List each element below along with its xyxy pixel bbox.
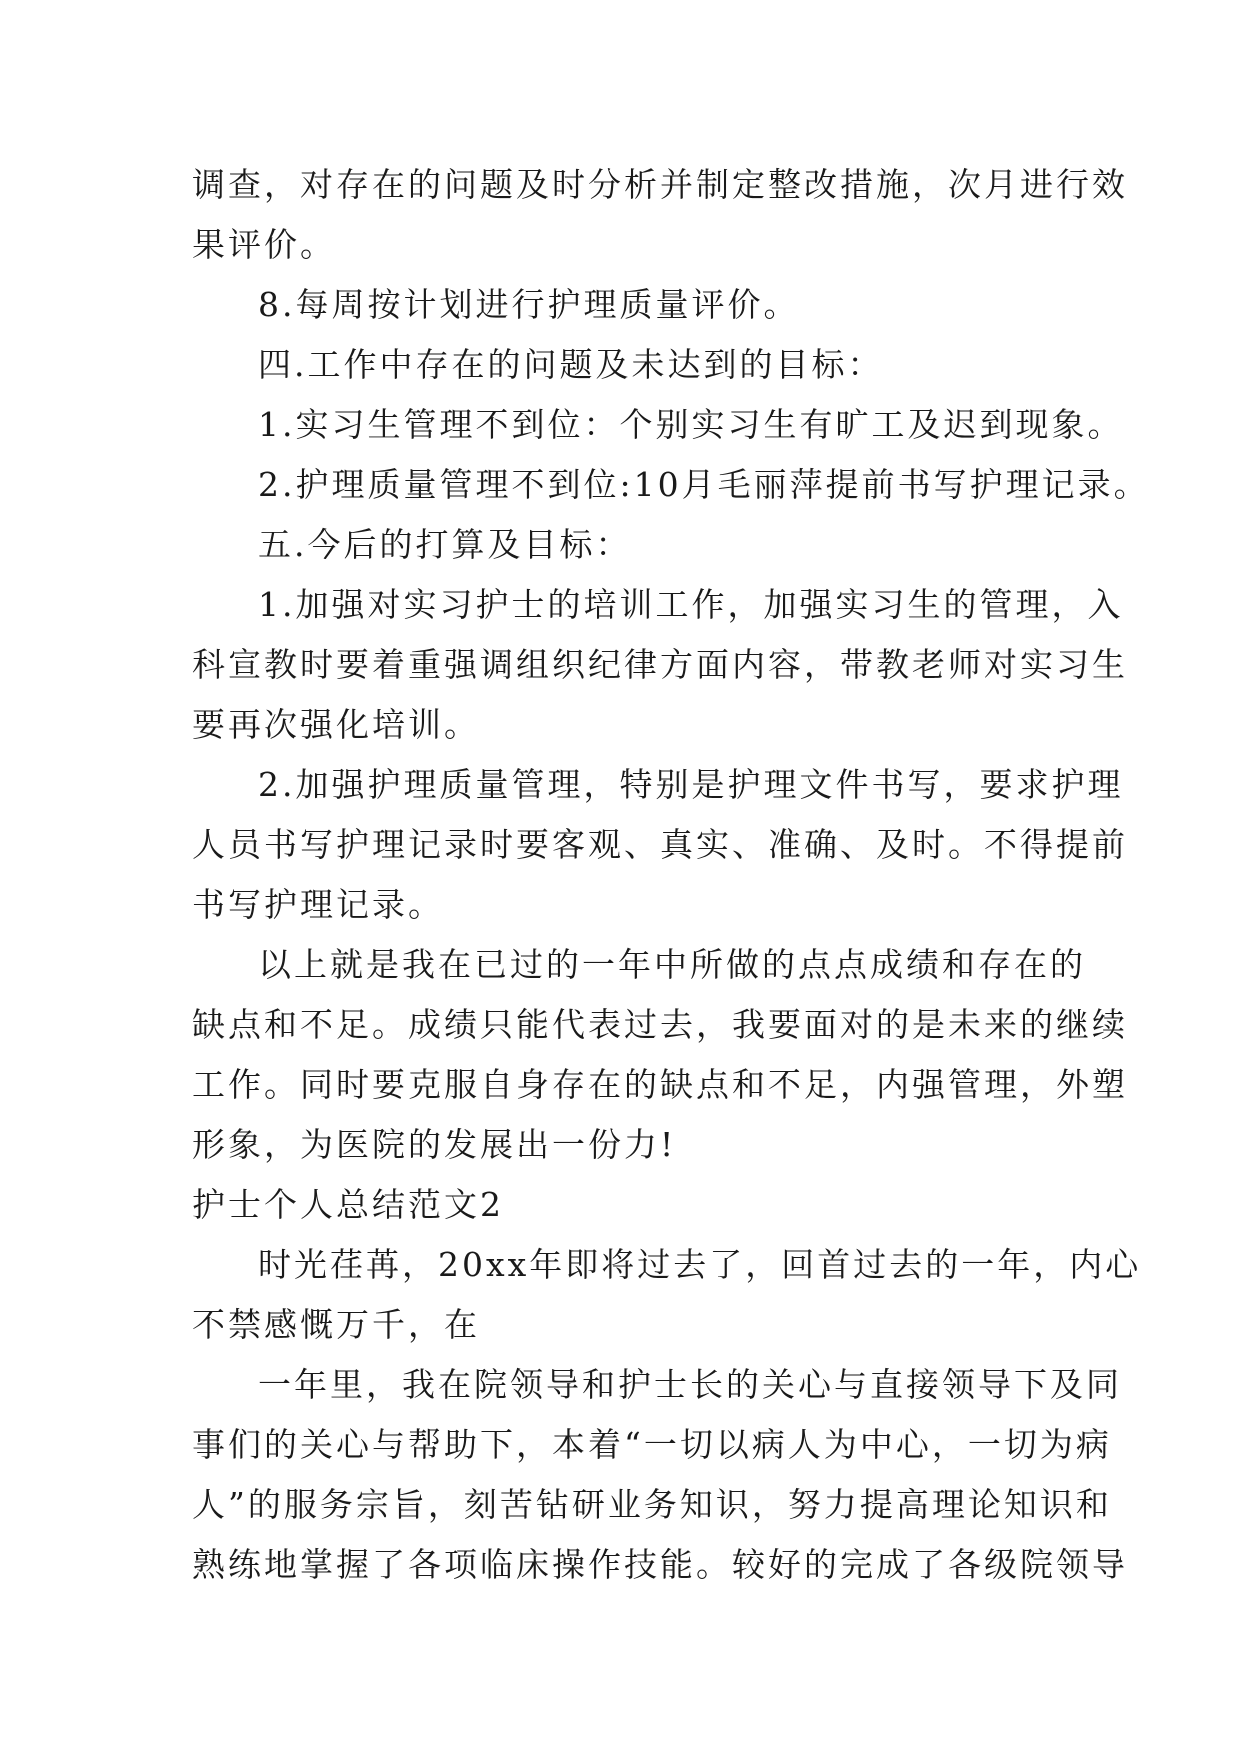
document-title: 护士个人总结范文2 xyxy=(192,1185,504,1224)
paragraph-line: 时光荏苒，20xx年即将过去了，回首过去的一年，内心 xyxy=(258,1245,1142,1284)
paragraph-line: 事们的关心与帮助下，本着“一切以病人为中心，一切为病 xyxy=(192,1425,1112,1464)
paragraph-line: 工作。同时要克服自身存在的缺点和不足，内强管理，外塑 xyxy=(192,1065,1128,1104)
paragraph-line: 人”的服务宗旨，刻苦钻研业务知识，努力提高理论知识和 xyxy=(192,1485,1112,1524)
section-heading-5: 五.今后的打算及目标： xyxy=(258,525,632,564)
list-item-2: 2.护理质量管理不到位:10月毛丽萍提前书写护理记录。 xyxy=(258,465,1150,504)
paragraph-line: 缺点和不足。成绩只能代表过去，我要面对的是未来的继续 xyxy=(192,1005,1128,1044)
paragraph-line: 要再次强化培训。 xyxy=(192,705,480,744)
paragraph-line: 书写护理记录。 xyxy=(192,885,444,924)
list-item-8: 8.每周按计划进行护理质量评价。 xyxy=(258,285,800,324)
section-heading-4: 四.工作中存在的问题及未达到的目标： xyxy=(258,345,884,384)
paragraph-line: 1.加强对实习护士的培训工作，加强实习生的管理，入 xyxy=(258,585,1124,624)
paragraph-line: 科宣教时要着重强调组织纪律方面内容，带教老师对实习生 xyxy=(192,645,1128,684)
text-line: 调查，对存在的问题及时分析并制定整改措施，次月进行效 xyxy=(192,165,1128,204)
paragraph-line: 熟练地掌握了各项临床操作技能。较好的完成了各级院领导 xyxy=(192,1545,1128,1584)
paragraph-line: 以上就是我在已过的一年中所做的点点成绩和存在的 xyxy=(258,945,1086,984)
paragraph-line: 一年里，我在院领导和护士长的关心与直接领导下及同 xyxy=(258,1365,1122,1404)
paragraph-line: 不禁感慨万千，在 xyxy=(192,1305,480,1344)
document-body xyxy=(192,155,1150,1595)
paragraph-line: 人员书写护理记录时要客观、真实、准确、及时。不得提前 xyxy=(192,825,1128,864)
paragraph-line: 2.加强护理质量管理，特别是护理文件书写，要求护理 xyxy=(258,765,1124,804)
text-line: 果评价。 xyxy=(192,225,336,264)
paragraph-line: 形象，为医院的发展出一份力! xyxy=(192,1125,677,1164)
list-item-1: 1.实习生管理不到位：个别实习生有旷工及迟到现象。 xyxy=(258,405,1124,444)
